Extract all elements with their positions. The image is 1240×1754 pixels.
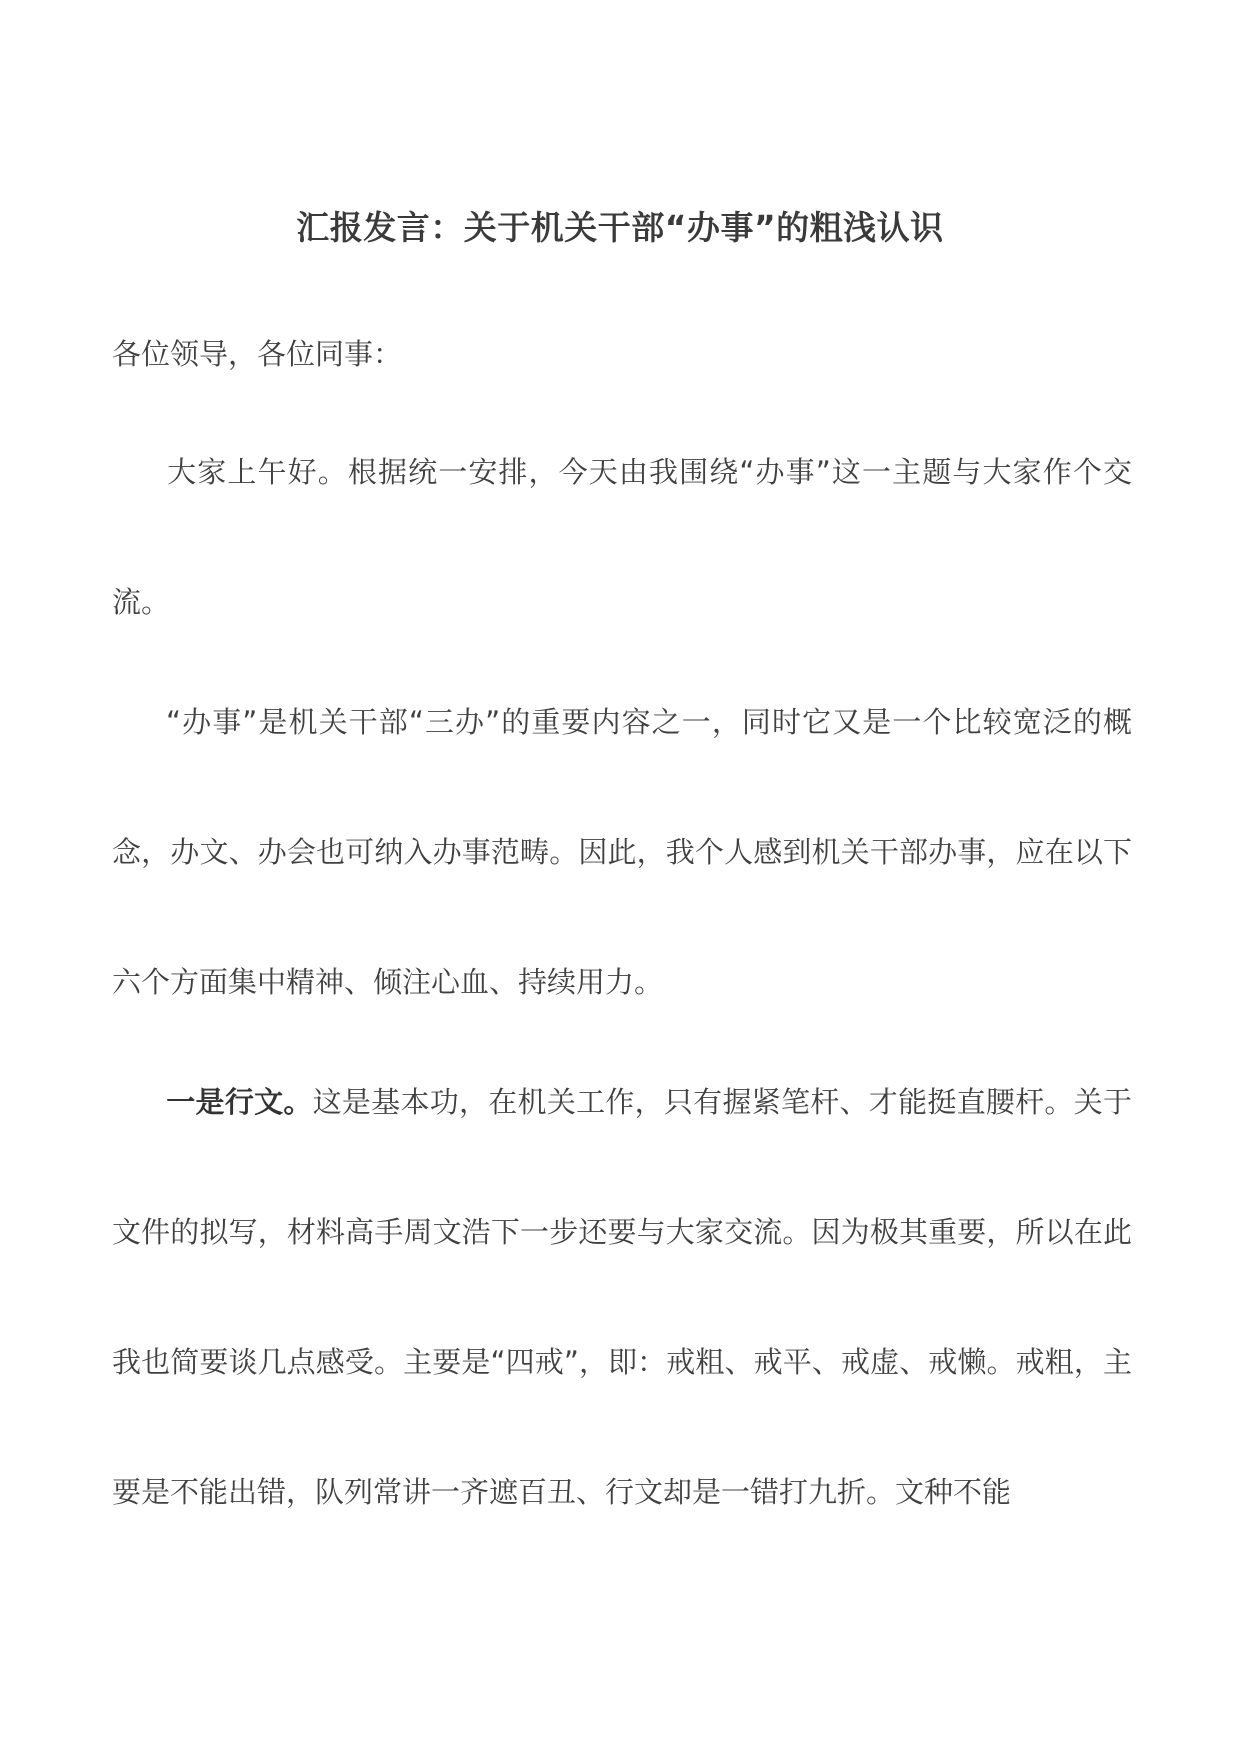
greeting-line: 各位领导，各位同事： (112, 337, 403, 371)
paragraph-overview (112, 657, 1132, 1047)
paragraph-text: 这是基本功，在机关工作，只有握紧笔杆、才能挺直腰杆。关于文件的拟写，材料高手周文浩下一步还要与大家交流。因为极其重要，所以在此我也简要谈几点感受。主要是“四戒”，即：戒粗、戒平、戒虚、戒懒。戒粗，主要是不能出错，队列常讲一齐遮百丑、行文却是一错打九折。文种不能 (112, 1085, 1132, 1509)
paragraph-text: 大家上午好。根据统一安排，今天由我围绕“办事”这一主题与大家作个交流。 (112, 455, 1132, 619)
document-title: 汇报发言：关于机关干部“办事”的粗浅认识 (296, 208, 944, 247)
paragraph-point-one (112, 1037, 1132, 1557)
paragraph-intro (112, 407, 1132, 667)
paragraph-text: “办事”是机关干部“三办”的重要内容之一，同时它又是一个比较宽泛的概念，办文、办会也可纳入办事范畴。因此，我个人感到机关干部办事，应在以下六个方面集中精神、倾注心血、持续用力。 (112, 705, 1132, 999)
paragraph-lead: 一是行文。 (166, 1085, 313, 1119)
